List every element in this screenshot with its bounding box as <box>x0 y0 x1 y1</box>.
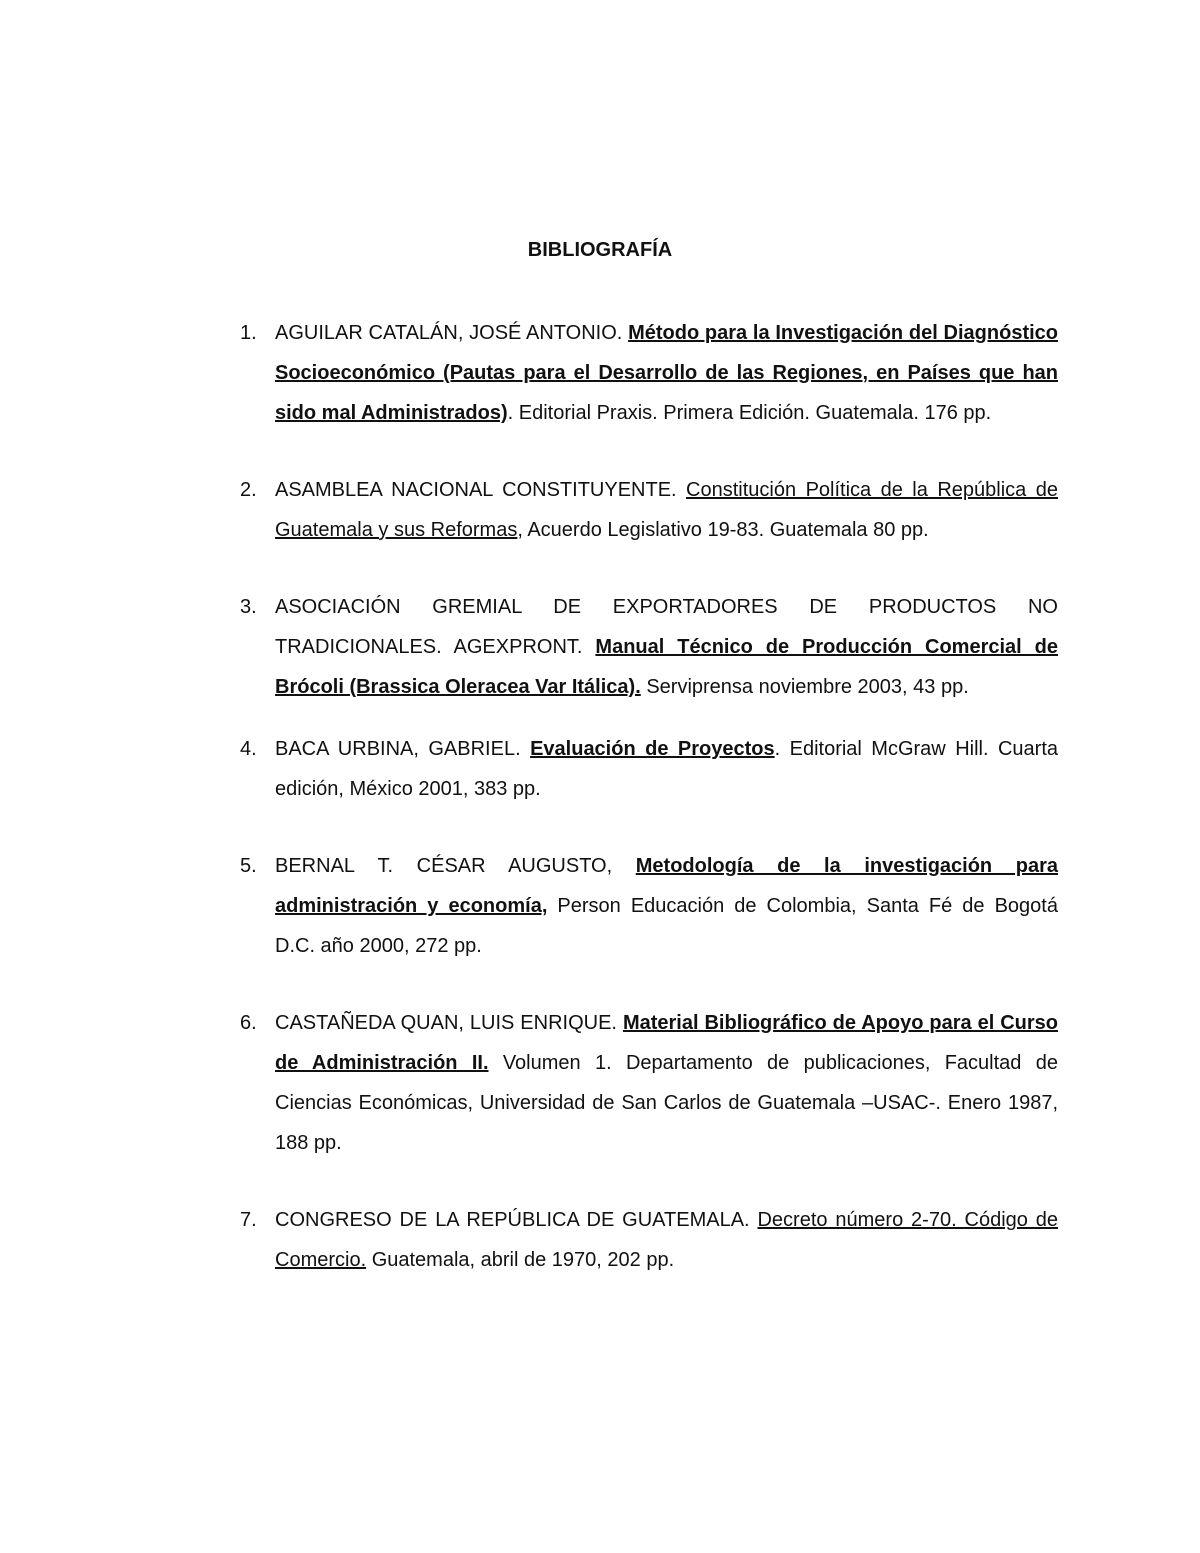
entry-text: , Acuerdo Legislativo 19-83. Guatemala 80 pp. <box>517 519 929 541</box>
entry-title: Evaluación de Proyectos <box>530 738 775 760</box>
entry-text: Person Educación de Colombia, Santa Fé de Bogotá D.C. año 2000, 272 pp. <box>275 895 1058 957</box>
entry-text: Guatemala, abril de 1970, 202 pp. <box>366 1249 675 1271</box>
entry-text: CASTAÑEDA QUAN, LUIS ENRIQUE. <box>275 1012 623 1034</box>
bibliography-entry <box>240 1003 1058 1163</box>
bibliography-entry <box>240 470 1058 550</box>
entry-title: Manual Técnico de Producción Comercial de Brócoli (Brassica Oleracea Var Itálica). <box>275 636 1059 698</box>
bibliography-entry <box>240 587 1058 707</box>
entry-text: ASAMBLEA NACIONAL CONSTITUYENTE. <box>275 479 687 501</box>
entry-text: ASOCIACIÓN GREMIAL DE EXPORTADORES DE PRODUCTOS NO TRADICIONALES. AGEXPRONT. <box>275 596 1058 658</box>
bibliography-list <box>240 313 1058 1317</box>
entry-text: BACA URBINA, GABRIEL. <box>275 738 531 760</box>
entry-number: 5. <box>240 855 257 877</box>
entry-text: . Editorial Praxis. Primera Edición. Guatemala. 176 pp. <box>507 402 992 424</box>
entry-title: Metodología de la investigación para administración y economía, <box>275 855 1058 917</box>
entry-number: 7. <box>240 1209 257 1231</box>
bibliography-entry <box>240 846 1058 966</box>
entry-title: Método para la Investigación del Diagnóstico Socioeconómico (Pautas para el Desarrollo de las Regiones, en Países que han sido mal Administrados) <box>275 322 1058 424</box>
entry-number: 6. <box>240 1012 257 1034</box>
page-title: BIBLIOGRAFÍA <box>527 239 673 261</box>
bibliography-entry <box>240 313 1058 433</box>
entry-number: 2. <box>240 479 257 501</box>
entry-text: Volumen 1. Departamento de publicaciones, Facultad de Ciencias Económicas, Universidad de San Carlos de Guatemala –USAC-. Enero 1987, 188 pp. <box>275 1052 1058 1154</box>
entry-text: Serviprensa noviembre 2003, 43 pp. <box>640 676 969 698</box>
entry-title: Constitución Política de la República de Guatemala y sus Reformas <box>275 479 1058 541</box>
entry-text: BERNAL T. CÉSAR AUGUSTO, <box>275 855 636 877</box>
entry-number: 1. <box>240 322 257 344</box>
entry-text: CONGRESO DE LA REPÚBLICA DE GUATEMALA. <box>275 1209 758 1231</box>
entry-title: Decreto número 2-70. Código de Comercio. <box>275 1209 1058 1271</box>
entry-number: 3. <box>240 596 257 618</box>
entry-number: 4. <box>240 738 257 760</box>
entry-title: Material Bibliográfico de Apoyo para el Curso de Administración II. <box>275 1012 1058 1074</box>
bibliography-entry <box>240 1200 1058 1280</box>
entry-text: AGUILAR CATALÁN, JOSÉ ANTONIO. <box>275 322 629 344</box>
entry-text: . Editorial McGraw Hill. Cuarta edición, México 2001, 383 pp. <box>275 738 1058 800</box>
bibliography-entry <box>240 729 1058 809</box>
